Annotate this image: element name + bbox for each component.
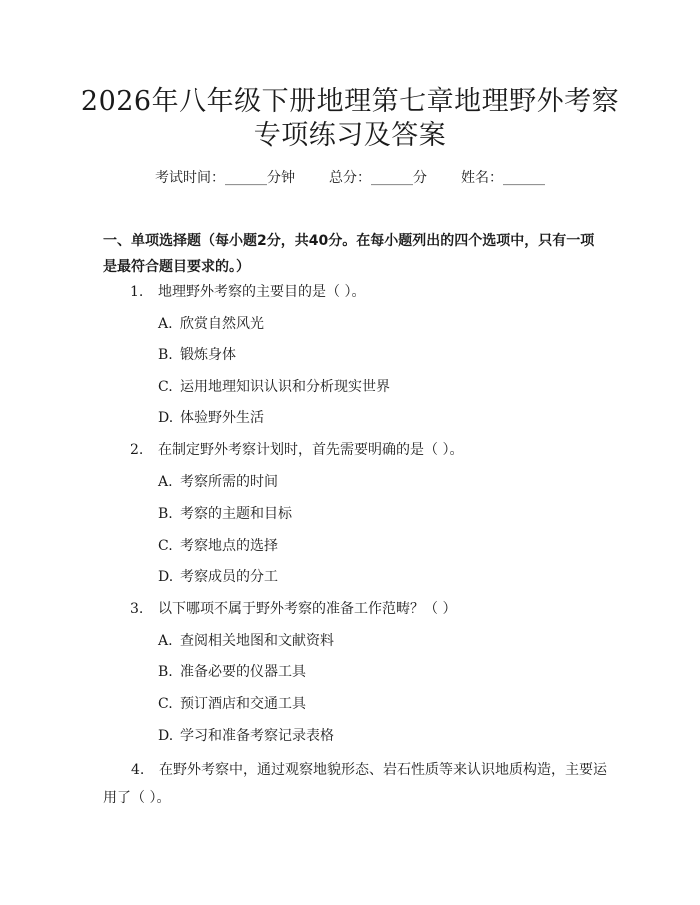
question-3-option-a (158, 630, 578, 652)
question-2-option-a (158, 471, 578, 493)
question-2-option-b (158, 503, 578, 525)
question-text: 在野外考察中，通过观察地貌形态、岩石性质等来认识地质构造，主要运 (159, 762, 607, 778)
option-text: 考察地点的选择 (180, 538, 278, 554)
option-letter: D. (158, 569, 174, 585)
section-heading-line2: 是最符合题目要求的。） (103, 259, 250, 275)
option-letter: D. (158, 728, 174, 744)
section-heading-line1: 一、单项选择题（每小题2分，共40分。在每小题列出的四个选项中，只有一项 (103, 233, 595, 249)
question-4 (103, 756, 608, 812)
option-text: 准备必要的仪器工具 (180, 664, 306, 680)
question-3-option-b (158, 661, 578, 683)
question-1-option-c (158, 376, 578, 398)
student-name-label: 姓名：______ (461, 170, 545, 186)
question-2-option-c (158, 535, 578, 557)
question-3-option-d (158, 725, 578, 747)
question-4-line1 (103, 756, 608, 784)
question-1 (130, 280, 610, 304)
question-number: 4. (131, 762, 145, 778)
option-text: 预订酒店和交通工具 (180, 696, 306, 712)
question-2 (130, 438, 610, 462)
question-3 (130, 597, 610, 621)
question-text: 以下哪项不属于野外考察的准备工作范畴？（ ） (158, 601, 457, 617)
option-letter: A. (158, 316, 173, 332)
option-text: 考察成员的分工 (180, 569, 278, 585)
option-letter: B. (158, 664, 173, 680)
option-text: 学习和准备考察记录表格 (180, 728, 334, 744)
exam-time-label: 考试时间：______分钟 (155, 170, 295, 186)
exam-info (0, 168, 700, 188)
total-score-label: 总分：______分 (329, 170, 427, 186)
question-1-option-b (158, 344, 578, 366)
question-1-option-d (158, 407, 578, 429)
option-letter: A. (158, 474, 173, 490)
option-text: 欣赏自然风光 (180, 316, 264, 332)
question-1-option-a (158, 313, 578, 335)
option-text: 考察的主题和目标 (180, 506, 292, 522)
option-text: 查阅相关地图和文献资料 (180, 633, 334, 649)
question-number: 1. (130, 284, 144, 300)
option-letter: A. (158, 633, 173, 649)
option-text: 体验野外生活 (180, 410, 264, 426)
document-title-line2: 专项练习及答案 (253, 120, 447, 151)
option-letter: C. (158, 538, 173, 554)
option-text: 运用地理知识认识和分析现实世界 (180, 379, 390, 395)
option-text: 考察所需的时间 (180, 474, 278, 490)
option-letter: D. (158, 410, 174, 426)
option-letter: B. (158, 506, 173, 522)
question-text: 地理野外考察的主要目的是（ ）。 (158, 284, 366, 300)
option-text: 锻炼身体 (180, 347, 236, 363)
question-3-option-c (158, 693, 578, 715)
option-letter: C. (158, 379, 173, 395)
question-text: 在制定野外考察计划时，首先需要明确的是（ ）。 (158, 442, 464, 458)
document-title-line1: 2026年八年级下册地理第七章地理野外考察 (80, 86, 620, 117)
option-letter: B. (158, 347, 173, 363)
question-2-option-d (158, 566, 578, 588)
question-number: 3. (130, 601, 144, 617)
question-4-line2: 用了（ ）。 (103, 790, 171, 806)
option-letter: C. (158, 696, 173, 712)
question-number: 2. (130, 442, 144, 458)
